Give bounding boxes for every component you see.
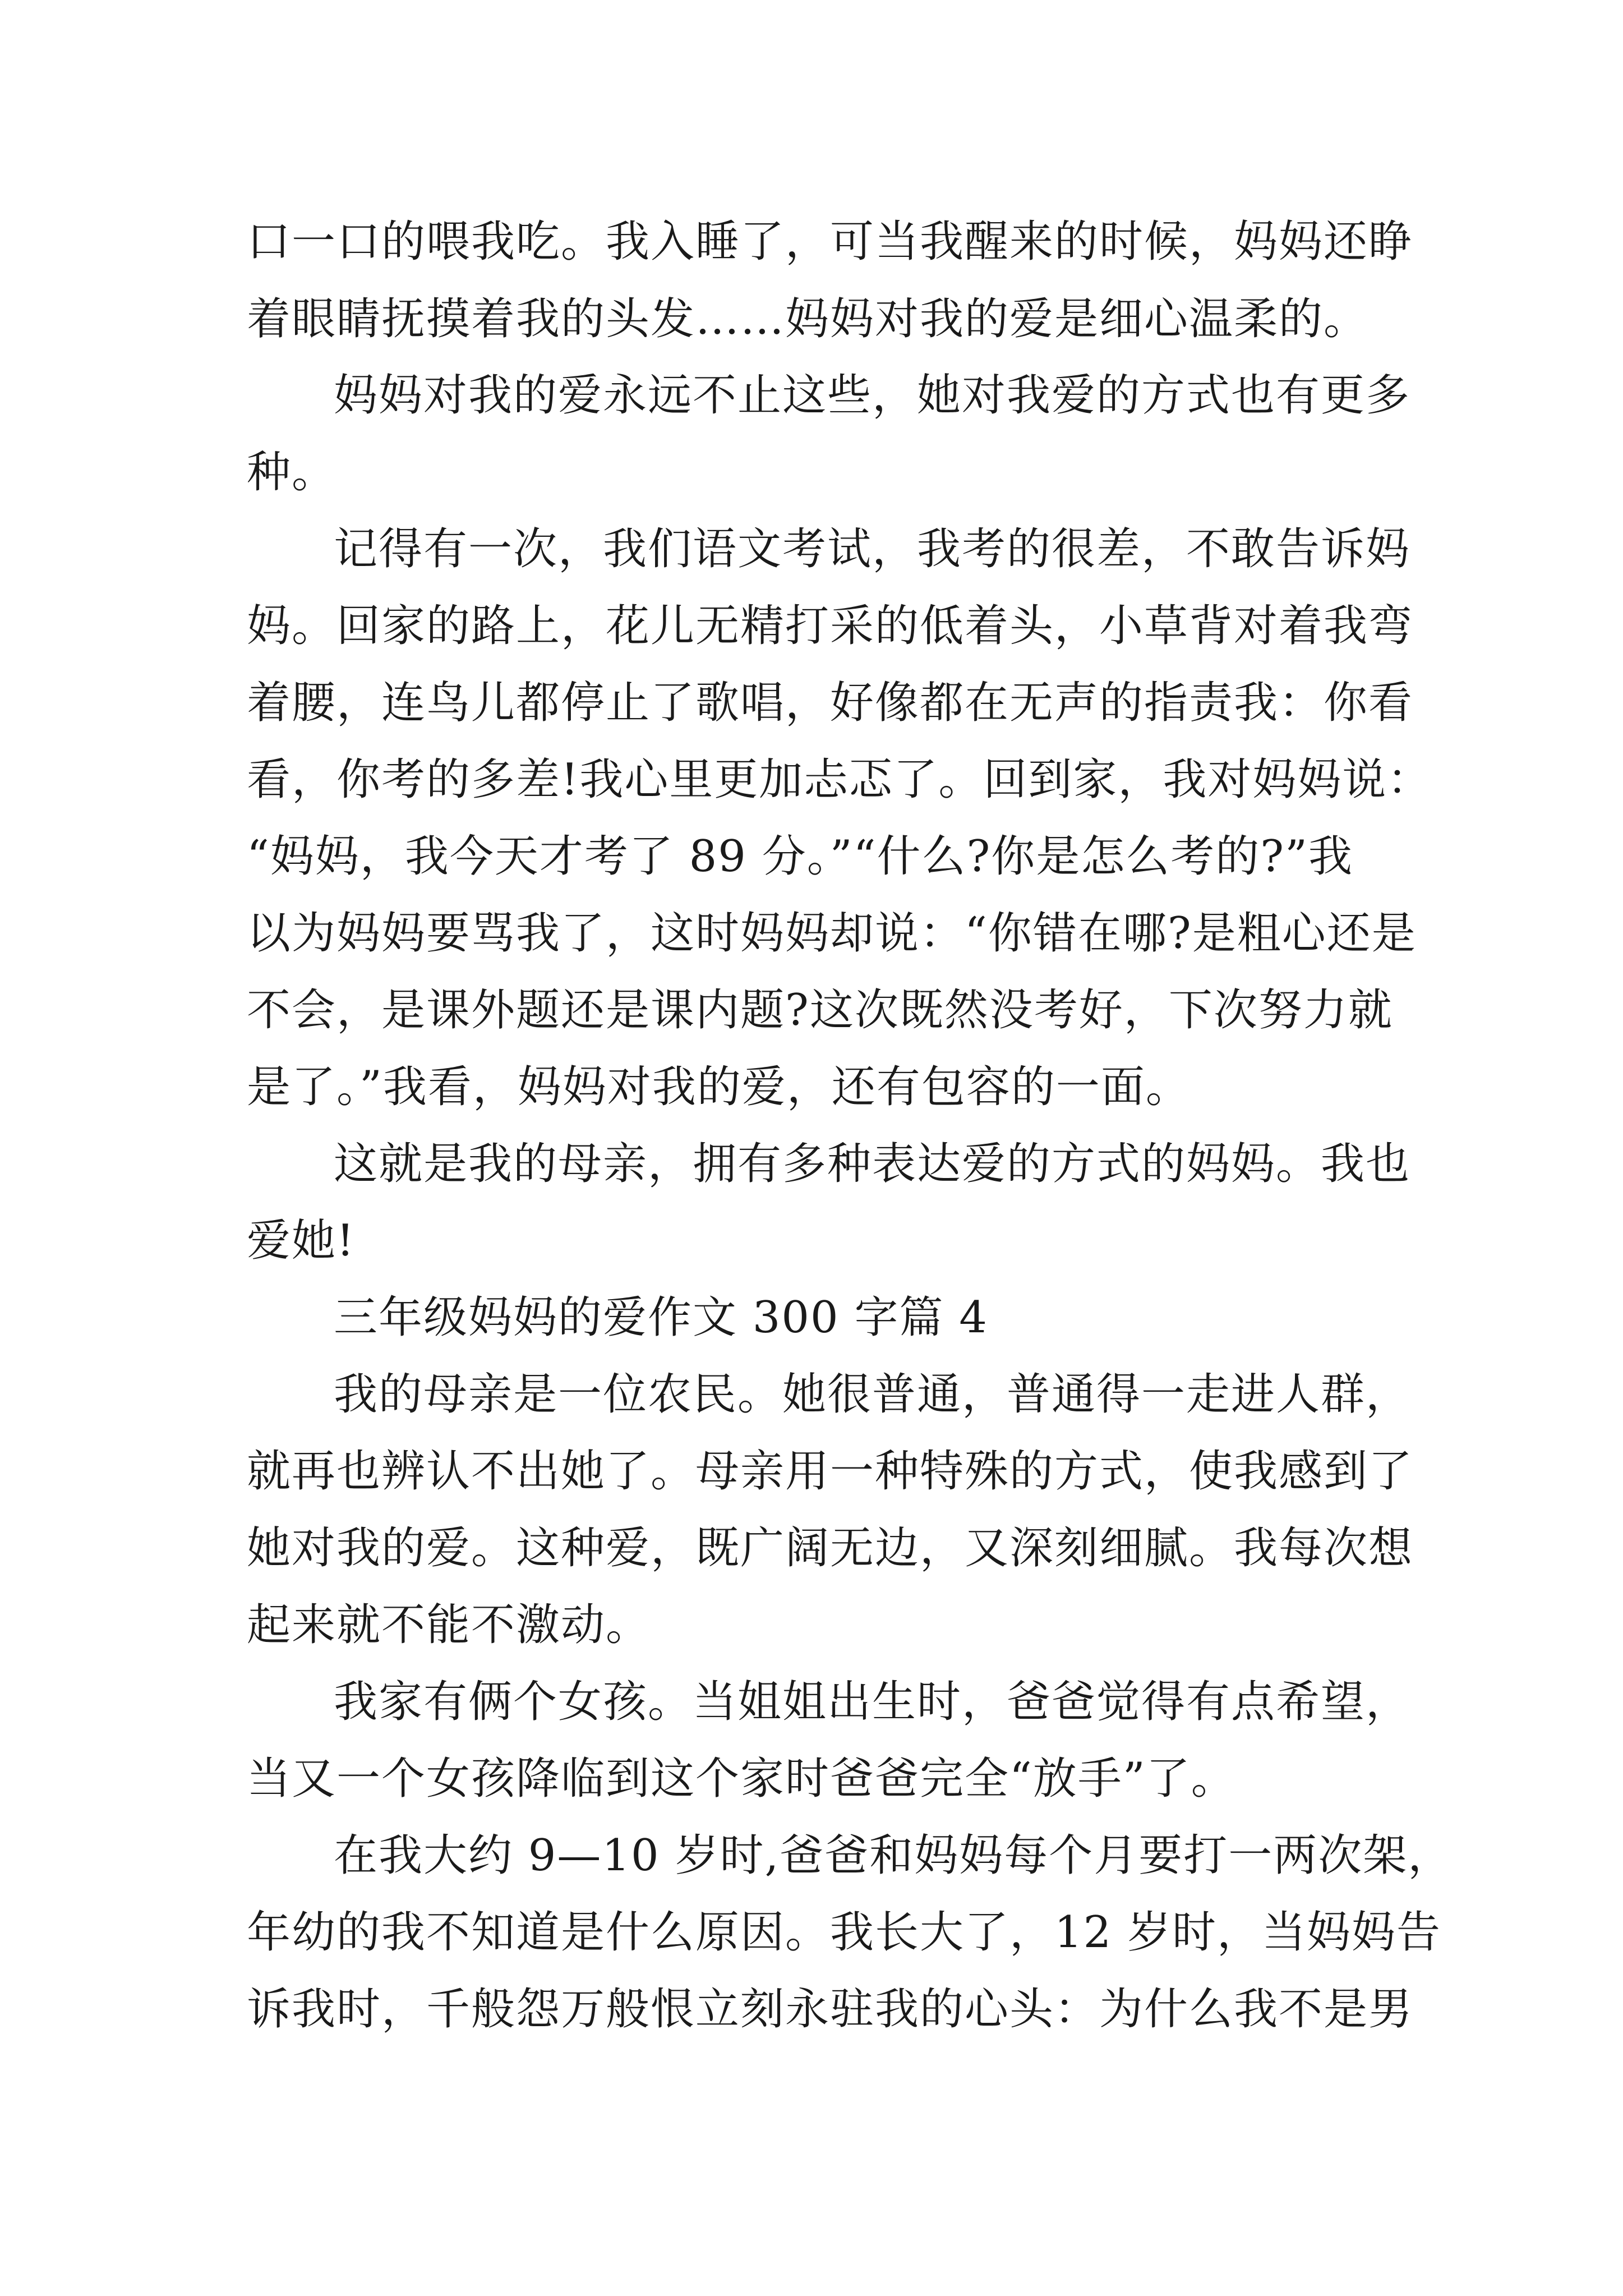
text-line: 年幼的我不知道是什么原因。我长大了，12 岁时，当妈妈告: [247, 1907, 1442, 1958]
text-line: 口一口的喂我吃。我入睡了，可当我醒来的时候，妈妈还睁: [247, 217, 1414, 267]
text-line: 爱她!: [247, 1216, 356, 1266]
text-line: 妈。回家的路上，花儿无精打采的低着头，小草背对着我弯: [247, 601, 1414, 651]
text-line: 我家有俩个女孩。当姐姐出生时，爸爸觉得有点希望，: [334, 1677, 1411, 1727]
text-line: 我的母亲是一位农民。她很普通，普通得一走进人群，: [334, 1369, 1411, 1420]
text-line: 看，你考的多差!我心里更加忐忑了。回到家，我对妈妈说：: [247, 754, 1432, 805]
text-line: 她对我的爱。这种爱，既广阔无边，又深刻细腻。我每次想: [247, 1523, 1414, 1573]
text-line: 着眼睛抚摸着我的头发……妈妈对我的爱是细心温柔的。: [247, 294, 1369, 344]
text-line: 着腰，连鸟儿都停止了歌唱，好像都在无声的指责我：你看: [247, 678, 1414, 728]
text-line: 是了。”我看，妈妈对我的爱，还有包容的一面。: [247, 1062, 1191, 1112]
text-line: 以为妈妈要骂我了，这时妈妈却说：“你错在哪?是粗心还是: [247, 908, 1417, 959]
text-line: 起来就不能不激动。: [247, 1600, 651, 1650]
text-line: 种。: [247, 447, 337, 498]
section-heading: 三年级妈妈的爱作文 300 字篇 4: [334, 1292, 988, 1343]
text-line: 在我大约 9—10 岁时,爸爸和妈妈每个月要打一两次架，: [334, 1830, 1453, 1881]
text-line: 诉我时，千般怨万般恨立刻永驻我的心头：为什么我不是男: [247, 1984, 1414, 2035]
text-line: 不会，是课外题还是课内题?这次既然没考好，下次努力就: [247, 985, 1393, 1036]
text-line: 这就是我的母亲，拥有多种表达爱的方式的妈妈。我也: [334, 1139, 1411, 1189]
text-line: 就再也辨认不出她了。母亲用一种特殊的方式，使我感到了: [247, 1446, 1414, 1497]
text-line: “妈妈，我今天才考了 89 分。”“什么?你是怎么考的?”我: [247, 831, 1353, 882]
text-line: 当又一个女孩降临到这个家时爸爸完全“放手”了。: [247, 1754, 1236, 1804]
text-line: 记得有一次，我们语文考试，我考的很差，不敢告诉妈: [334, 524, 1411, 574]
text-line: 妈妈对我的爱永远不止这些，她对我爱的方式也有更多: [334, 370, 1411, 421]
